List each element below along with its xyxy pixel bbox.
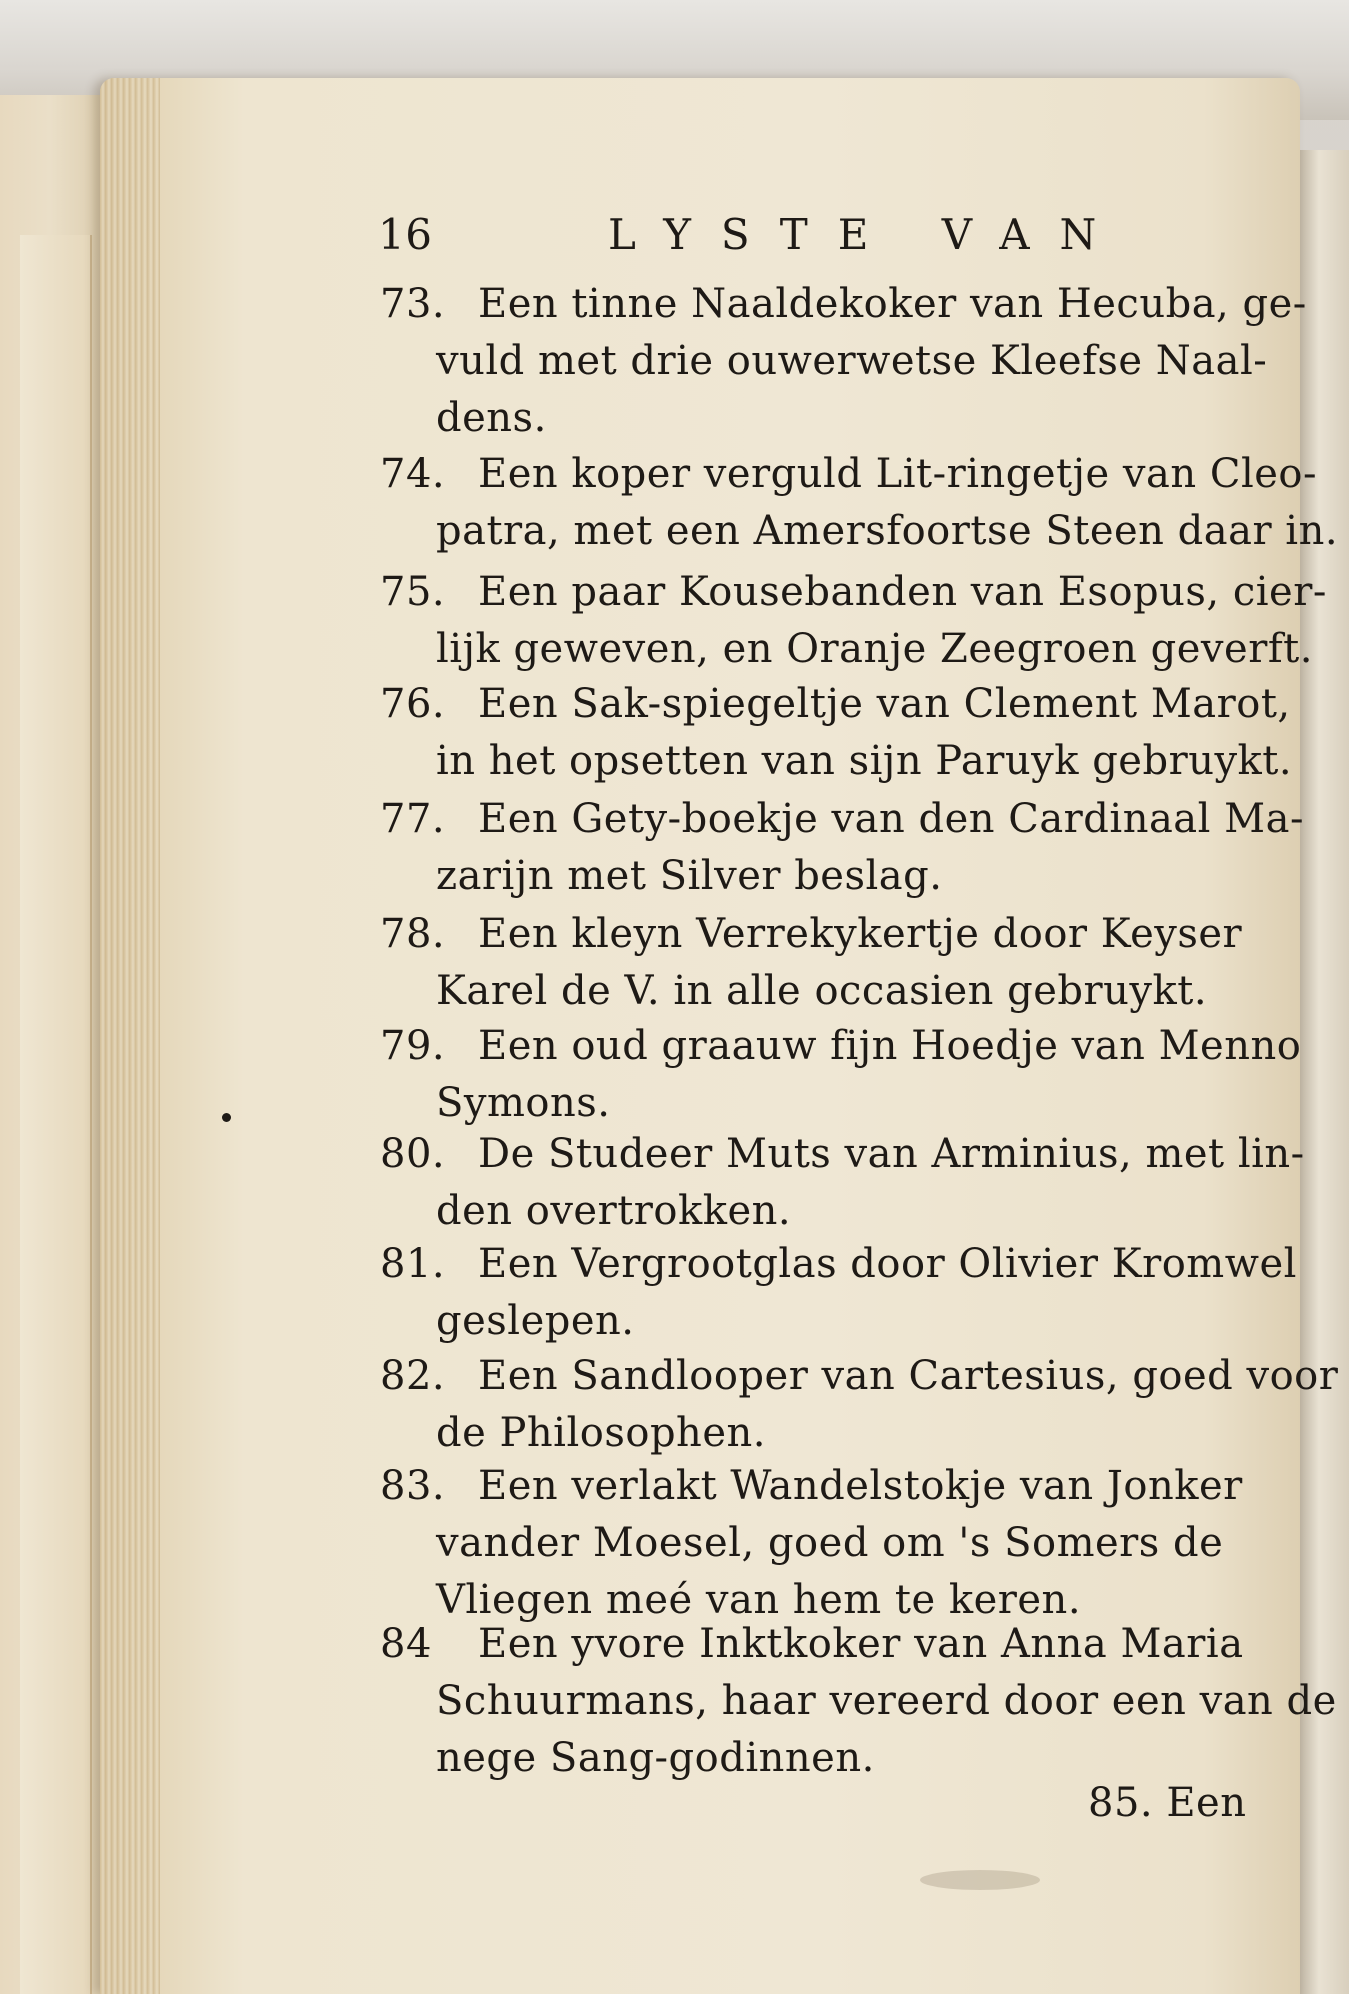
entry-line: Een Gety-boekje van den Cardinaal Ma- (478, 796, 1304, 842)
entry-line: Een paar Kousebanden van Esopus, cier- (478, 569, 1327, 615)
entry-number: 83. (380, 1463, 446, 1509)
entry-line: Een oud graauw fijn Hoedje van Menno (478, 1023, 1302, 1069)
entry-line: nege Sang-godinnen. (436, 1735, 875, 1781)
entry-line: den overtrokken. (436, 1188, 792, 1234)
page-number: 16 (378, 210, 433, 259)
entry-line: De Studeer Muts van Arminius, met lin- (478, 1131, 1305, 1177)
entry-line: de Philosophen. (436, 1410, 766, 1456)
entry-line: dens. (436, 395, 547, 441)
entry-line: Symons. (436, 1080, 611, 1126)
running-head: LYSTE VAN (608, 210, 1127, 259)
entry-line: Een koper verguld Lit-ringetje van Cleo- (478, 451, 1318, 497)
entry-line: patra, met een Amersfoortse Steen daar in. (436, 508, 1339, 554)
ink-stain (920, 1870, 1040, 1890)
entry-line: vuld met drie ouwerwetse Kleefse Naal- (436, 338, 1268, 384)
entry-line: Een Sandlooper van Cartesius, goed voor (478, 1353, 1339, 1399)
entry-number: 73. (380, 281, 446, 327)
entry-number: 84 (380, 1621, 432, 1667)
entry-line: geslepen. (436, 1298, 635, 1344)
catchword: 85. Een (1088, 1780, 1247, 1826)
entry-line: zarijn met Silver beslag. (436, 853, 943, 899)
entry-line: vander Moesel, goed om 's Somers de (436, 1520, 1224, 1566)
ink-dot (222, 1113, 231, 1122)
entry-number: 76. (380, 681, 446, 727)
entry-number: 80. (380, 1131, 446, 1177)
entry-line: Een yvore Inktkoker van Anna Maria (478, 1621, 1244, 1667)
entry-line: Vliegen meé van hem te keren. (436, 1577, 1082, 1623)
entry-line: Een Vergrootglas door Olivier Kromwel (478, 1241, 1297, 1287)
entry-number: 78. (380, 911, 446, 957)
entry-number: 79. (380, 1023, 446, 1069)
entry-line: Een kleyn Verrekykertje door Keyser (478, 911, 1243, 957)
entry-line: Schuurmans, haar vereerd door een van de (436, 1678, 1337, 1724)
entry-line: lijk geweven, en Oranje Zeegroen geverft. (436, 626, 1313, 672)
entry-number: 74. (380, 451, 446, 497)
entry-number: 81. (380, 1241, 446, 1287)
entry-number: 75. (380, 569, 446, 615)
entry-line: Karel de V. in alle occasien gebruykt. (436, 968, 1208, 1014)
entry-number: 82. (380, 1353, 446, 1399)
entry-line: Een tinne Naaldekoker van Hecuba, ge- (478, 281, 1307, 327)
entry-line: Een verlakt Wandelstokje van Jonker (478, 1463, 1243, 1509)
entry-number: 77. (380, 796, 446, 842)
entry-line: in het opsetten van sijn Paruyk gebruykt. (436, 738, 1293, 784)
entry-line: Een Sak-spiegeltje van Clement Marot, (478, 681, 1291, 727)
